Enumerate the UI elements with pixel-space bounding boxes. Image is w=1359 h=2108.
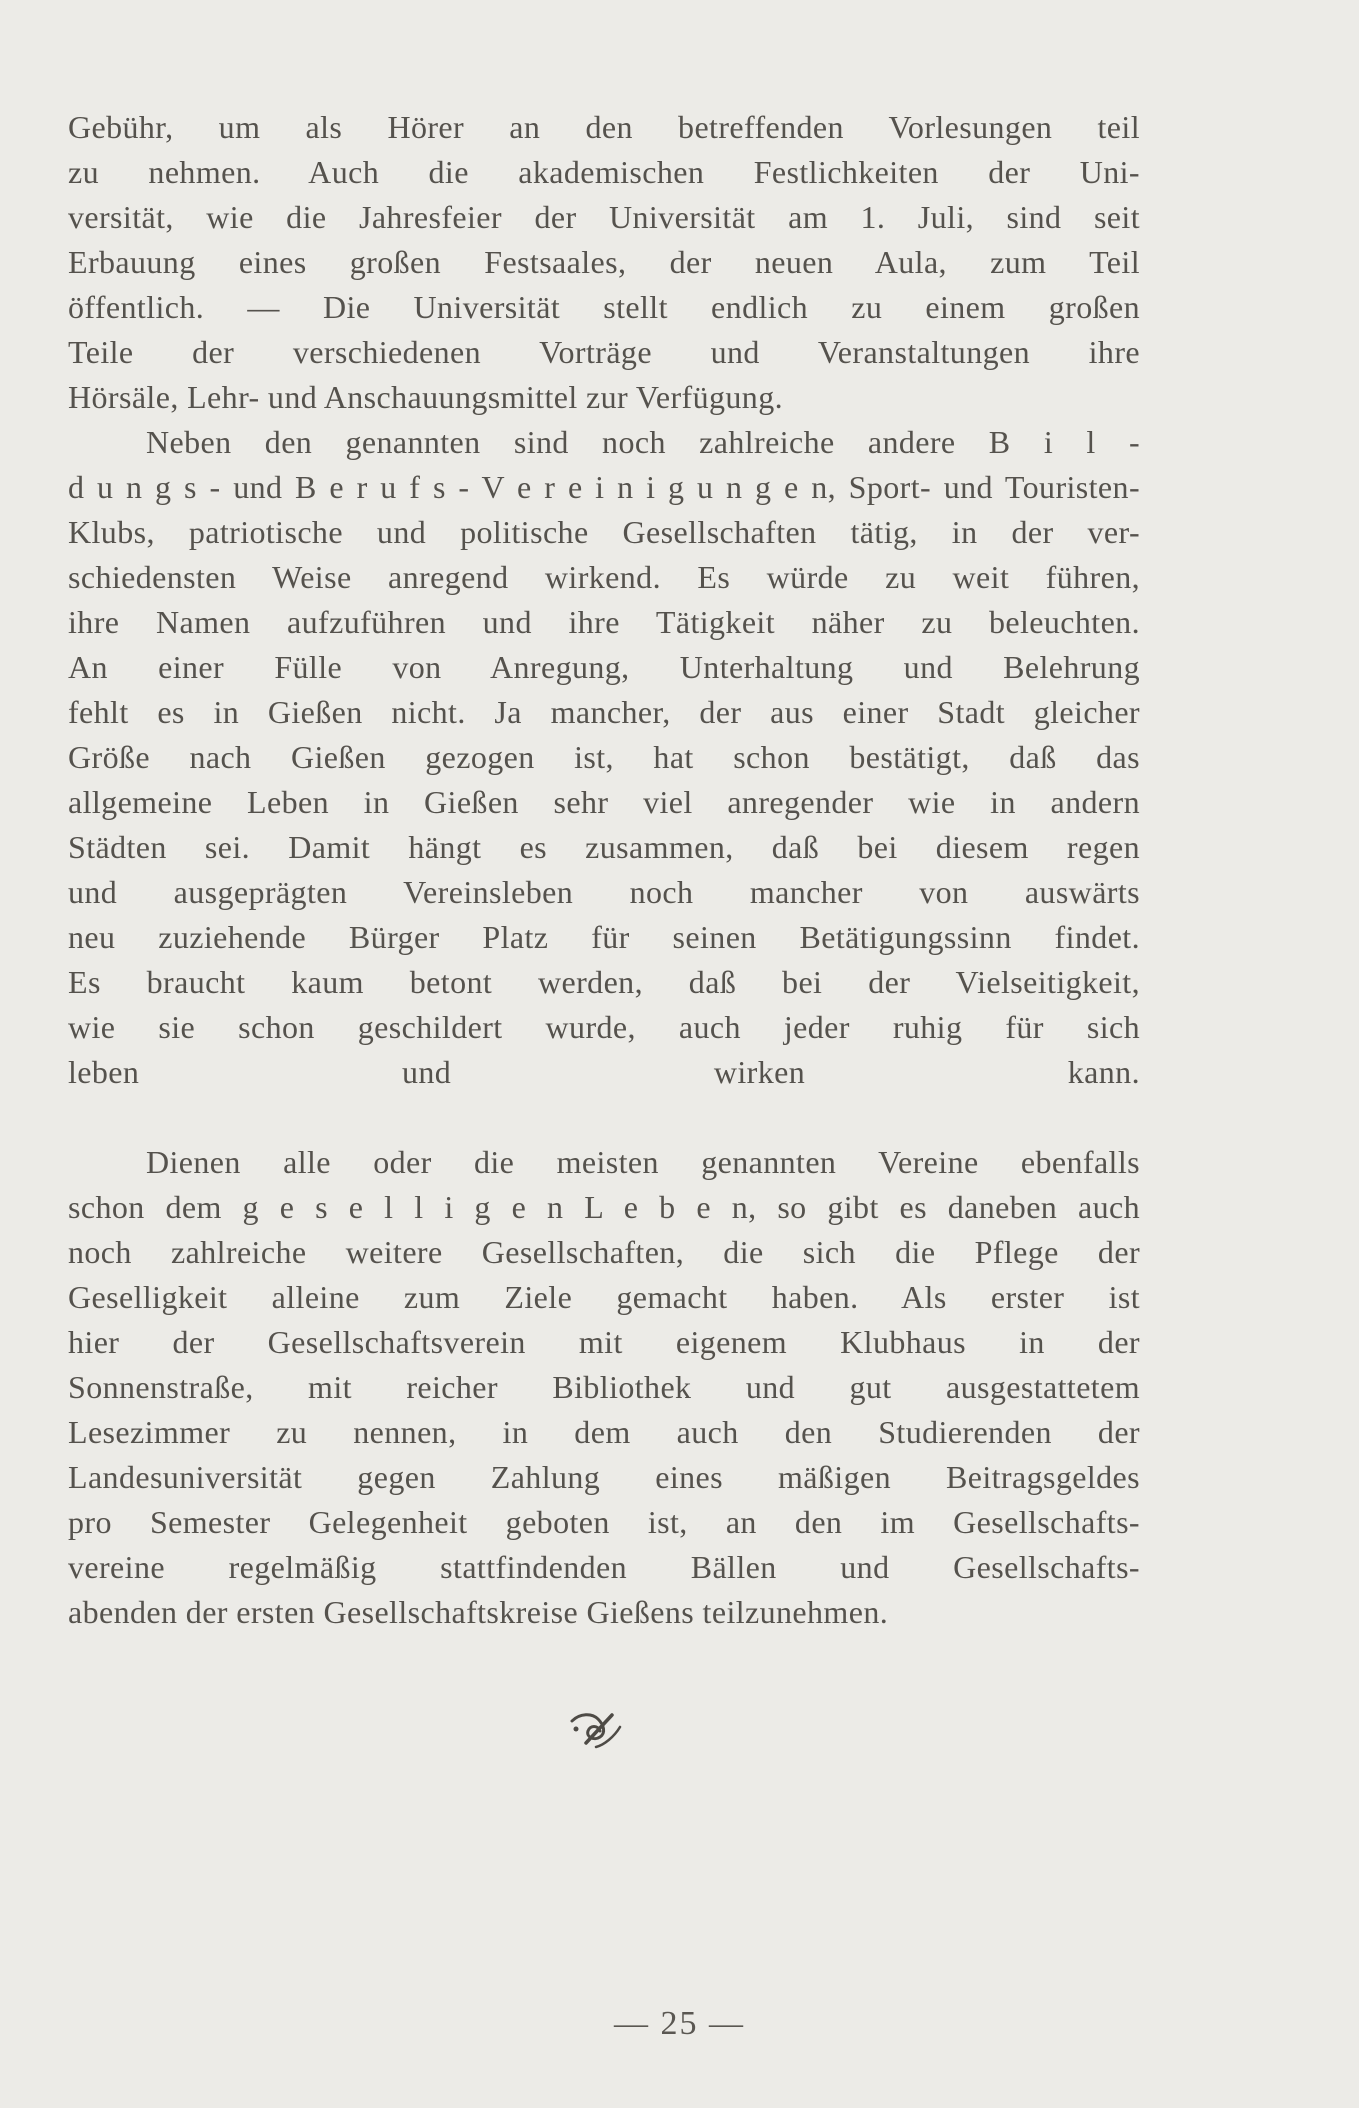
text-line: und ausgeprägten Vereinsleben noch mancher von auswärts <box>68 874 1140 910</box>
text-line: Neben den genannten sind noch zahlreiche andere B i l - <box>146 424 1140 460</box>
text-line: neu zuziehende Bürger Platz für seinen Betätigungssinn findet. <box>68 919 1140 955</box>
text-line: abenden der ersten Gesellschaftskreise Gießens teilzunehmen. <box>68 1594 889 1630</box>
printer-ornament-icon <box>566 1707 626 1751</box>
text-line: wie sie schon geschildert wurde, auch jeder ruhig für sich <box>68 1009 1140 1045</box>
text-line: Sonnenstraße, mit reicher Bibliothek und gut ausgestattetem <box>68 1369 1140 1405</box>
text-line: Erbauung eines großen Festsaales, der neuen Aula, zum Teil <box>68 244 1140 280</box>
text-line: Hörsäle, Lehr- und Anschauungsmittel zur Verfügung. <box>68 379 784 415</box>
text-line: allgemeine Leben in Gießen sehr viel anregender wie in andern <box>68 784 1140 820</box>
text-line: noch zahlreiche weitere Gesellschaften, die sich die Pflege der <box>68 1234 1140 1270</box>
text-line: vereine regelmäßig stattfindenden Bällen und Gesellschafts- <box>68 1549 1140 1585</box>
text-line: fehlt es in Gießen nicht. Ja mancher, der aus einer Stadt gleicher <box>68 694 1140 730</box>
text-line: d u n g s - und B e r u f s - V e r e i n i g u n g e n, Sport- und Touristen- <box>68 469 1140 505</box>
text-line: öffentlich. — Die Universität stellt endlich zu einem großen <box>68 289 1140 325</box>
text-line: ihre Namen aufzuführen und ihre Tätigkeit näher zu beleuchten. <box>68 604 1140 640</box>
text-line: zu nehmen. Auch die akademischen Festlichkeiten der Uni- <box>68 154 1140 190</box>
text-line: pro Semester Gelegenheit geboten ist, an den im Gesellschafts- <box>68 1504 1140 1540</box>
text-line: Teile der verschiedenen Vorträge und Veranstaltungen ihre <box>68 334 1140 370</box>
text-line: Geselligkeit alleine zum Ziele gemacht haben. Als erster ist <box>68 1279 1140 1315</box>
text-line: Klubs, patriotische und politische Gesellschaften tätig, in der ver- <box>68 514 1140 550</box>
text-line: Landesuniversität gegen Zahlung eines mäßigen Beitragsgeldes <box>68 1459 1140 1495</box>
text-line: Dienen alle oder die meisten genannten Vereine ebenfalls <box>146 1144 1140 1180</box>
text-line: schiedensten Weise anregend wirkend. Es würde zu weit führen, <box>68 559 1140 595</box>
text-line: leben und wirken kann. <box>68 1054 1140 1090</box>
page-number: — 25 — <box>614 2005 745 2042</box>
body-text <box>68 105 1140 1635</box>
text-line: schon dem g e s e l l i g e n L e b e n, so gibt es daneben auch <box>68 1189 1140 1225</box>
text-line: Gebühr, um als Hörer an den betreffenden Vorlesungen teil <box>68 109 1140 145</box>
paragraph-3 <box>68 1140 1140 1635</box>
paragraph-1 <box>68 105 1140 420</box>
text-line: Größe nach Gießen gezogen ist, hat schon bestätigt, daß das <box>68 739 1140 775</box>
text-line: Städten sei. Damit hängt es zusammen, daß bei diesem regen <box>68 829 1140 865</box>
text-line <box>68 1095 1140 1140</box>
text-line: Lesezimmer zu nennen, in dem auch den Studierenden der <box>68 1414 1140 1450</box>
text-line: versität, wie die Jahresfeier der Universität am 1. Juli, sind seit <box>68 199 1140 235</box>
paragraph-2 <box>68 420 1140 1140</box>
text-line: Es braucht kaum betont werden, daß bei der Vielseitigkeit, <box>68 964 1140 1000</box>
text-line: An einer Fülle von Anregung, Unterhaltung und Belehrung <box>68 649 1140 685</box>
text-line: hier der Gesellschaftsverein mit eigenem Klubhaus in der <box>68 1324 1140 1360</box>
